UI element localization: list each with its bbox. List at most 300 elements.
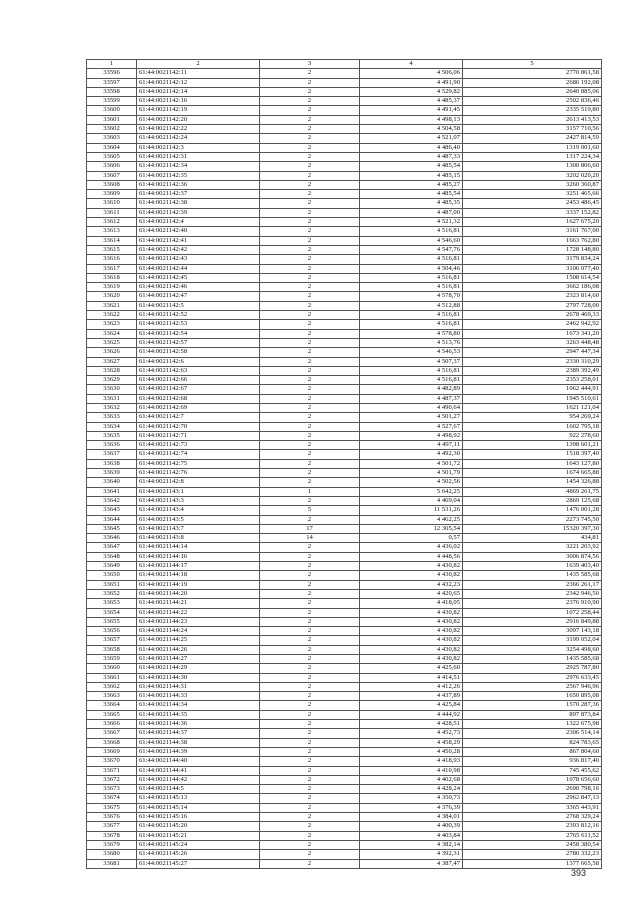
table-cell-col-3: 2 — [260, 822, 360, 831]
table-cell-col-5: 2768 329,24 — [463, 813, 602, 822]
table-cell-col-2: 61:44:0021145:16 — [137, 813, 260, 822]
table-cell-col-3: 2 — [260, 608, 360, 617]
table-cell-col-3: 2 — [260, 859, 360, 868]
table-cell-col-1: 33603 — [87, 134, 137, 143]
table-cell-col-5: 1072 258,44 — [463, 608, 602, 617]
table-row — [87, 301, 602, 310]
table-cell-col-1: 33616 — [87, 255, 137, 264]
table-cell-col-4: 4 485,15 — [360, 171, 463, 180]
table-cell-col-1: 33655 — [87, 617, 137, 626]
table-cell-col-5: 1518 397,40 — [463, 450, 602, 459]
table-cell-col-2: 61:44:0021145:20 — [137, 822, 260, 831]
table-row — [87, 273, 602, 282]
table-cell-col-3: 2 — [260, 115, 360, 124]
table-row — [87, 496, 602, 505]
table-cell-col-5: 3251 465,66 — [463, 190, 602, 199]
table-cell-col-4: 4 452,73 — [360, 729, 463, 738]
table-cell-col-4: 4 350,73 — [360, 794, 463, 803]
table-cell-col-5: 1674 665,88 — [463, 469, 602, 478]
table-cell-col-5: 922 278,60 — [463, 431, 602, 440]
table-cell-col-3: 2 — [260, 385, 360, 394]
table-cell-col-4: 4 437,89 — [360, 692, 463, 701]
table-cell-col-2: 61:44:0021142:71 — [137, 431, 260, 440]
table-cell-col-2: 61:44:0021142:42 — [137, 245, 260, 254]
table-row — [87, 813, 602, 822]
table-cell-col-3: 2 — [260, 757, 360, 766]
table-row — [87, 134, 602, 143]
table-row — [87, 589, 602, 598]
table-cell-col-2: 61:44:0021142:58 — [137, 348, 260, 357]
table-row — [87, 348, 602, 357]
table-cell-col-3: 2 — [260, 227, 360, 236]
table-cell-col-4: 4 400,39 — [360, 822, 463, 831]
table-cell-col-1: 33676 — [87, 813, 137, 822]
table-cell-col-3: 2 — [260, 403, 360, 412]
table-cell-col-5: 1322 675,98 — [463, 720, 602, 729]
table-row — [87, 413, 602, 422]
table-cell-col-4: 4 491,90 — [360, 78, 463, 87]
table-cell-col-3: 2 — [260, 329, 360, 338]
table-row — [87, 376, 602, 385]
table-cell-col-4: 4 578,80 — [360, 329, 463, 338]
table-cell-col-5: 3097 143,18 — [463, 627, 602, 636]
table-cell-col-5: 1627 675,20 — [463, 218, 602, 227]
table-cell-col-1: 33675 — [87, 803, 137, 812]
table-header — [87, 60, 602, 69]
table-cell-col-5: 2765 611,52 — [463, 831, 602, 840]
table-cell-col-1: 33641 — [87, 487, 137, 496]
table-cell-col-1: 33597 — [87, 78, 137, 87]
table-cell-col-4: 4 498,92 — [360, 431, 463, 440]
table-cell-col-4: 4 485,27 — [360, 180, 463, 189]
table-cell-col-4: 4 418,05 — [360, 599, 463, 608]
table-cell-col-3: 2 — [260, 245, 360, 254]
table-cell-col-3: 2 — [260, 589, 360, 598]
table-cell-col-3: 1 — [260, 487, 360, 496]
table-row — [87, 320, 602, 329]
table-cell-col-4: 4 428,51 — [360, 720, 463, 729]
table-cell-col-3: 2 — [260, 413, 360, 422]
table-cell-col-2: 61:44:0021142:19 — [137, 106, 260, 115]
table-cell-col-4: 4 430,82 — [360, 655, 463, 664]
table-cell-col-2: 61:44:0021145:14 — [137, 803, 260, 812]
table-cell-col-3: 2 — [260, 655, 360, 664]
table-cell-col-3: 2 — [260, 645, 360, 654]
table-cell-col-5: 3006 874,56 — [463, 552, 602, 561]
table-cell-col-4: 4 444,92 — [360, 710, 463, 719]
table-row — [87, 506, 602, 515]
table-cell-col-2: 61:44:0021144:37 — [137, 729, 260, 738]
table-cell-col-3: 2 — [260, 236, 360, 245]
table-cell-col-4: 4 485,54 — [360, 190, 463, 199]
table-row — [87, 524, 602, 533]
table-cell-col-2: 61:44:0021142:37 — [137, 190, 260, 199]
table-cell-col-3: 2 — [260, 190, 360, 199]
table-cell-col-1: 33657 — [87, 636, 137, 645]
table-cell-col-5: 3662 186,08 — [463, 283, 602, 292]
table-cell-col-1: 33610 — [87, 199, 137, 208]
table-cell-col-5: 1078 656,60 — [463, 775, 602, 784]
table-cell-col-1: 33677 — [87, 822, 137, 831]
table-cell-col-3: 2 — [260, 747, 360, 756]
table-row — [87, 738, 602, 747]
table-cell-col-4: 4 516,81 — [360, 283, 463, 292]
table-cell-col-1: 33668 — [87, 738, 137, 747]
table-cell-col-5: 3179 834,24 — [463, 255, 602, 264]
table-row — [87, 366, 602, 375]
table-row — [87, 106, 602, 115]
table-cell-col-1: 33636 — [87, 441, 137, 450]
table-cell-col-3: 2 — [260, 348, 360, 357]
table-cell-col-2: 61:44:0021142:11 — [137, 69, 260, 78]
table-cell-col-4: 4 425,84 — [360, 701, 463, 710]
table-cell-col-4: 4 516,81 — [360, 366, 463, 375]
table-cell-col-1: 33631 — [87, 394, 137, 403]
table-cell-col-1: 33654 — [87, 608, 137, 617]
table-row — [87, 850, 602, 859]
table-cell-col-2: 61:44:0021144:27 — [137, 655, 260, 664]
table-cell-col-2: 61:44:0021142:68 — [137, 394, 260, 403]
table-cell-col-1: 33645 — [87, 524, 137, 533]
table-cell-col-2: 61:44:0021142:7 — [137, 413, 260, 422]
table-cell-col-2: 61:44:0021144:19 — [137, 580, 260, 589]
table-cell-col-1: 33625 — [87, 338, 137, 347]
table-cell-col-2: 61:44:0021142:39 — [137, 208, 260, 217]
table-cell-col-3: 2 — [260, 478, 360, 487]
table-row — [87, 385, 602, 394]
table-cell-col-2: 61:44:0021142:3 — [137, 143, 260, 152]
table-cell-col-5: 2686 192,08 — [463, 78, 602, 87]
table-cell-col-3: 2 — [260, 264, 360, 273]
table-cell-col-4: 4 402,68 — [360, 775, 463, 784]
table-cell-col-2: 61:44:0021144:21 — [137, 599, 260, 608]
table-cell-col-4: 4 502,56 — [360, 478, 463, 487]
table-cell-col-3: 2 — [260, 766, 360, 775]
table-cell-col-1: 33628 — [87, 366, 137, 375]
table-cell-col-3: 17 — [260, 524, 360, 533]
table-body — [87, 69, 602, 869]
table-cell-col-1: 33681 — [87, 859, 137, 868]
table-cell-col-2: 61:44:0021144:33 — [137, 692, 260, 701]
table-cell-col-3: 2 — [260, 496, 360, 505]
table-row — [87, 636, 602, 645]
table-cell-col-4: 4 450,28 — [360, 747, 463, 756]
table-cell-col-5: 2916 849,88 — [463, 617, 602, 626]
table-cell-col-4: 4 430,82 — [360, 562, 463, 571]
table-cell-col-5: 1508 614,54 — [463, 273, 602, 282]
table-cell-col-4: 4 506,06 — [360, 69, 463, 78]
table-cell-col-5: 1621 121,04 — [463, 403, 602, 412]
table-cell-col-3: 2 — [260, 571, 360, 580]
table-cell-col-2: 61:44:0021145:27 — [137, 859, 260, 868]
table-cell-col-3: 2 — [260, 738, 360, 747]
table-cell-col-4: 4 430,82 — [360, 627, 463, 636]
table-cell-col-2: 61:44:0021144:31 — [137, 682, 260, 691]
table-cell-col-3: 2 — [260, 338, 360, 347]
table-cell-col-3: 2 — [260, 552, 360, 561]
table-cell-col-4: 4 487,37 — [360, 394, 463, 403]
table-cell-col-4: 4 469,04 — [360, 496, 463, 505]
table-cell-col-4: 4 491,45 — [360, 106, 463, 115]
table-cell-col-3: 2 — [260, 292, 360, 301]
table-cell-col-2: 61:44:0021143:5 — [137, 515, 260, 524]
table-cell-col-3: 2 — [260, 171, 360, 180]
table-cell-col-3: 2 — [260, 469, 360, 478]
table-cell-col-2: 61:44:0021142:45 — [137, 273, 260, 282]
table-cell-col-1: 33623 — [87, 320, 137, 329]
table-cell-col-4: 4 516,81 — [360, 311, 463, 320]
table-cell-col-3: 2 — [260, 218, 360, 227]
table-cell-col-2: 61:44:0021143:4 — [137, 506, 260, 515]
table-cell-col-3: 2 — [260, 701, 360, 710]
table-cell-col-2: 61:44:0021142:74 — [137, 450, 260, 459]
table-cell-col-5: 2353 258,01 — [463, 376, 602, 385]
table-cell-col-4: 0,57 — [360, 534, 463, 543]
table-row — [87, 487, 602, 496]
table-cell-col-1: 33602 — [87, 125, 137, 134]
table-cell-col-3: 2 — [260, 831, 360, 840]
table-cell-col-4: 4 382,14 — [360, 840, 463, 849]
table-cell-col-2: 61:44:0021143:8 — [137, 534, 260, 543]
table-cell-col-1: 33637 — [87, 450, 137, 459]
table-cell-col-3: 2 — [260, 78, 360, 87]
table-row — [87, 97, 602, 106]
table-cell-col-4: 4 485,35 — [360, 199, 463, 208]
table-cell-col-1: 33649 — [87, 562, 137, 571]
table-cell-col-5: 1945 510,61 — [463, 394, 602, 403]
table-row — [87, 357, 602, 366]
table-cell-col-2: 61:44:0021144:26 — [137, 645, 260, 654]
table-cell-col-4: 4 498,13 — [360, 115, 463, 124]
table-cell-col-1: 33629 — [87, 376, 137, 385]
table-cell-col-3: 2 — [260, 134, 360, 143]
table-row — [87, 236, 602, 245]
table-cell-col-4: 4 512,88 — [360, 301, 463, 310]
table-cell-col-3: 2 — [260, 850, 360, 859]
table-cell-col-2: 61:44:0021145:24 — [137, 840, 260, 849]
table-cell-col-4: 4 492,30 — [360, 450, 463, 459]
table-cell-col-2: 61:44:0021142:43 — [137, 255, 260, 264]
table-row — [87, 422, 602, 431]
table-cell-col-5: 2567 946,96 — [463, 682, 602, 691]
table-row — [87, 859, 602, 868]
header-row — [87, 60, 602, 69]
table-row — [87, 162, 602, 171]
table-row — [87, 171, 602, 180]
table-cell-col-3: 2 — [260, 617, 360, 626]
table-row — [87, 794, 602, 803]
table-cell-col-1: 33659 — [87, 655, 137, 664]
table-cell-col-2: 61:44:0021142:36 — [137, 180, 260, 189]
table-cell-col-4: 4 521,32 — [360, 218, 463, 227]
header-col-2: 2 — [137, 60, 260, 69]
table-cell-col-2: 61:44:0021144:24 — [137, 627, 260, 636]
table-cell-col-4: 4 387,47 — [360, 859, 463, 868]
table-cell-col-2: 61:44:0021142:38 — [137, 199, 260, 208]
table-row — [87, 199, 602, 208]
table-cell-col-1: 33606 — [87, 162, 137, 171]
table-cell-col-4: 4 436,02 — [360, 543, 463, 552]
table-row — [87, 543, 602, 552]
table-cell-col-5: 2613 413,53 — [463, 115, 602, 124]
table-row — [87, 394, 602, 403]
table-cell-col-5: 1062 444,91 — [463, 385, 602, 394]
table-cell-col-3: 2 — [260, 627, 360, 636]
table-cell-col-1: 33598 — [87, 87, 137, 96]
table-cell-col-4: 4 448,56 — [360, 552, 463, 561]
table-row — [87, 431, 602, 440]
table-cell-col-2: 61:44:0021144:41 — [137, 766, 260, 775]
table-cell-col-3: 2 — [260, 199, 360, 208]
table-cell-col-5: 3161 767,00 — [463, 227, 602, 236]
table-cell-col-2: 61:44:0021142:34 — [137, 162, 260, 171]
table-cell-col-2: 61:44:0021142:41 — [137, 236, 260, 245]
table-cell-col-2: 61:44:0021142:22 — [137, 125, 260, 134]
table-cell-col-3: 2 — [260, 97, 360, 106]
table-row — [87, 840, 602, 849]
table-cell-col-2: 61:44:0021143:1 — [137, 487, 260, 496]
table-cell-col-3: 2 — [260, 394, 360, 403]
table-cell-col-5: 2869 125,68 — [463, 496, 602, 505]
table-row — [87, 747, 602, 756]
table-cell-col-4: 4 504,46 — [360, 264, 463, 273]
table-cell-col-3: 2 — [260, 710, 360, 719]
table-cell-col-4: 4 414,51 — [360, 673, 463, 682]
table-cell-col-4: 4 420,65 — [360, 589, 463, 598]
table-cell-col-1: 33651 — [87, 580, 137, 589]
table-cell-col-1: 33670 — [87, 757, 137, 766]
table-cell-col-5: 3157 710,56 — [463, 125, 602, 134]
table-row — [87, 608, 602, 617]
table-cell-col-3: 2 — [260, 301, 360, 310]
table-cell-col-2: 61:44:0021142:8 — [137, 478, 260, 487]
table-cell-col-2: 61:44:0021142:20 — [137, 115, 260, 124]
table-cell-col-1: 33650 — [87, 571, 137, 580]
table-row — [87, 534, 602, 543]
table-cell-col-5: 2453 486,45 — [463, 199, 602, 208]
table-row — [87, 450, 602, 459]
table-row — [87, 775, 602, 784]
table-cell-col-2: 61:44:0021142:31 — [137, 152, 260, 161]
table-row — [87, 803, 602, 812]
page-number: 393 — [570, 868, 586, 878]
table-cell-col-3: 2 — [260, 562, 360, 571]
table-cell-col-3: 2 — [260, 311, 360, 320]
table-cell-col-3: 2 — [260, 785, 360, 794]
table-cell-col-3: 2 — [260, 813, 360, 822]
table-row — [87, 766, 602, 775]
table-cell-col-5: 936 817,40 — [463, 757, 602, 766]
table-row — [87, 682, 602, 691]
table-cell-col-2: 61:44:0021144:42 — [137, 775, 260, 784]
table-cell-col-1: 33656 — [87, 627, 137, 636]
table-cell-col-1: 33680 — [87, 850, 137, 859]
table-cell-col-4: 4 412,26 — [360, 682, 463, 691]
table-cell-col-1: 33653 — [87, 599, 137, 608]
table-cell-col-3: 2 — [260, 580, 360, 589]
table-cell-col-5: 897 873,84 — [463, 710, 602, 719]
table-cell-col-3: 2 — [260, 636, 360, 645]
table-cell-col-2: 61:44:0021144:5 — [137, 785, 260, 794]
table-row — [87, 645, 602, 654]
table-cell-col-5: 2962 847,13 — [463, 794, 602, 803]
table-cell-col-2: 61:44:0021142:47 — [137, 292, 260, 301]
table-cell-col-3: 2 — [260, 775, 360, 784]
table-row — [87, 87, 602, 96]
table-cell-col-3: 2 — [260, 599, 360, 608]
table-cell-col-2: 61:44:0021144:17 — [137, 562, 260, 571]
table-cell-col-2: 61:44:0021142:70 — [137, 422, 260, 431]
table-cell-col-2: 61:44:0021142:24 — [137, 134, 260, 143]
table-cell-col-2: 61:44:0021144:18 — [137, 571, 260, 580]
table-row — [87, 515, 602, 524]
header-col-5: 5 — [463, 60, 602, 69]
table-cell-col-4: 5 642,25 — [360, 487, 463, 496]
table-cell-col-3: 2 — [260, 283, 360, 292]
table-cell-col-1: 33674 — [87, 794, 137, 803]
table-row — [87, 617, 602, 626]
table-row — [87, 571, 602, 580]
table-cell-col-2: 61:44:0021142:14 — [137, 87, 260, 96]
table-row — [87, 69, 602, 78]
table-cell-col-2: 61:44:0021144:34 — [137, 701, 260, 710]
table-cell-col-3: 2 — [260, 441, 360, 450]
table-cell-col-1: 33661 — [87, 673, 137, 682]
table-cell-col-5: 2330 310,29 — [463, 357, 602, 366]
table-cell-col-5: 3337 152,82 — [463, 208, 602, 217]
table-cell-col-5: 1398 601,21 — [463, 441, 602, 450]
table-row — [87, 218, 602, 227]
table-cell-col-2: 61:44:0021144:40 — [137, 757, 260, 766]
table-cell-col-5: 1643 127,80 — [463, 459, 602, 468]
table-cell-col-4: 4 418,93 — [360, 757, 463, 766]
table-cell-col-5: 1300 806,60 — [463, 162, 602, 171]
table-cell-col-2: 61:44:0021144:25 — [137, 636, 260, 645]
table-cell-col-4: 4 507,37 — [360, 357, 463, 366]
table-cell-col-5: 1650 895,08 — [463, 692, 602, 701]
table-cell-col-3: 2 — [260, 840, 360, 849]
table-cell-col-4: 4 516,81 — [360, 273, 463, 282]
table-cell-col-1: 33663 — [87, 692, 137, 701]
table-cell-col-4: 4 490,64 — [360, 403, 463, 412]
table-cell-col-2: 61:44:0021142:16 — [137, 97, 260, 106]
table-cell-col-4: 4 513,76 — [360, 338, 463, 347]
table-cell-col-1: 33624 — [87, 329, 137, 338]
table-cell-col-4: 4 501,79 — [360, 469, 463, 478]
table-cell-col-3: 2 — [260, 450, 360, 459]
table-cell-col-5: 2306 514,14 — [463, 729, 602, 738]
table-cell-col-1: 33643 — [87, 506, 137, 515]
table-cell-col-1: 33612 — [87, 218, 137, 227]
table-row — [87, 692, 602, 701]
table-row — [87, 552, 602, 561]
table-cell-col-5: 1663 762,80 — [463, 236, 602, 245]
table-cell-col-1: 33640 — [87, 478, 137, 487]
table-cell-col-3: 2 — [260, 794, 360, 803]
table-cell-col-1: 33622 — [87, 311, 137, 320]
table-cell-col-5: 2323 814,60 — [463, 292, 602, 301]
table-cell-col-4: 4 403,84 — [360, 831, 463, 840]
table-cell-col-5: 2458 380,54 — [463, 840, 602, 849]
table-cell-col-3: 5 — [260, 506, 360, 515]
table-row — [87, 599, 602, 608]
table-cell-col-5: 1454 326,88 — [463, 478, 602, 487]
table-cell-col-3: 2 — [260, 87, 360, 96]
table-cell-col-2: 61:44:0021144:16 — [137, 552, 260, 561]
table-cell-col-1: 33604 — [87, 143, 137, 152]
table-row — [87, 831, 602, 840]
table-cell-col-2: 61:44:0021144:35 — [137, 710, 260, 719]
